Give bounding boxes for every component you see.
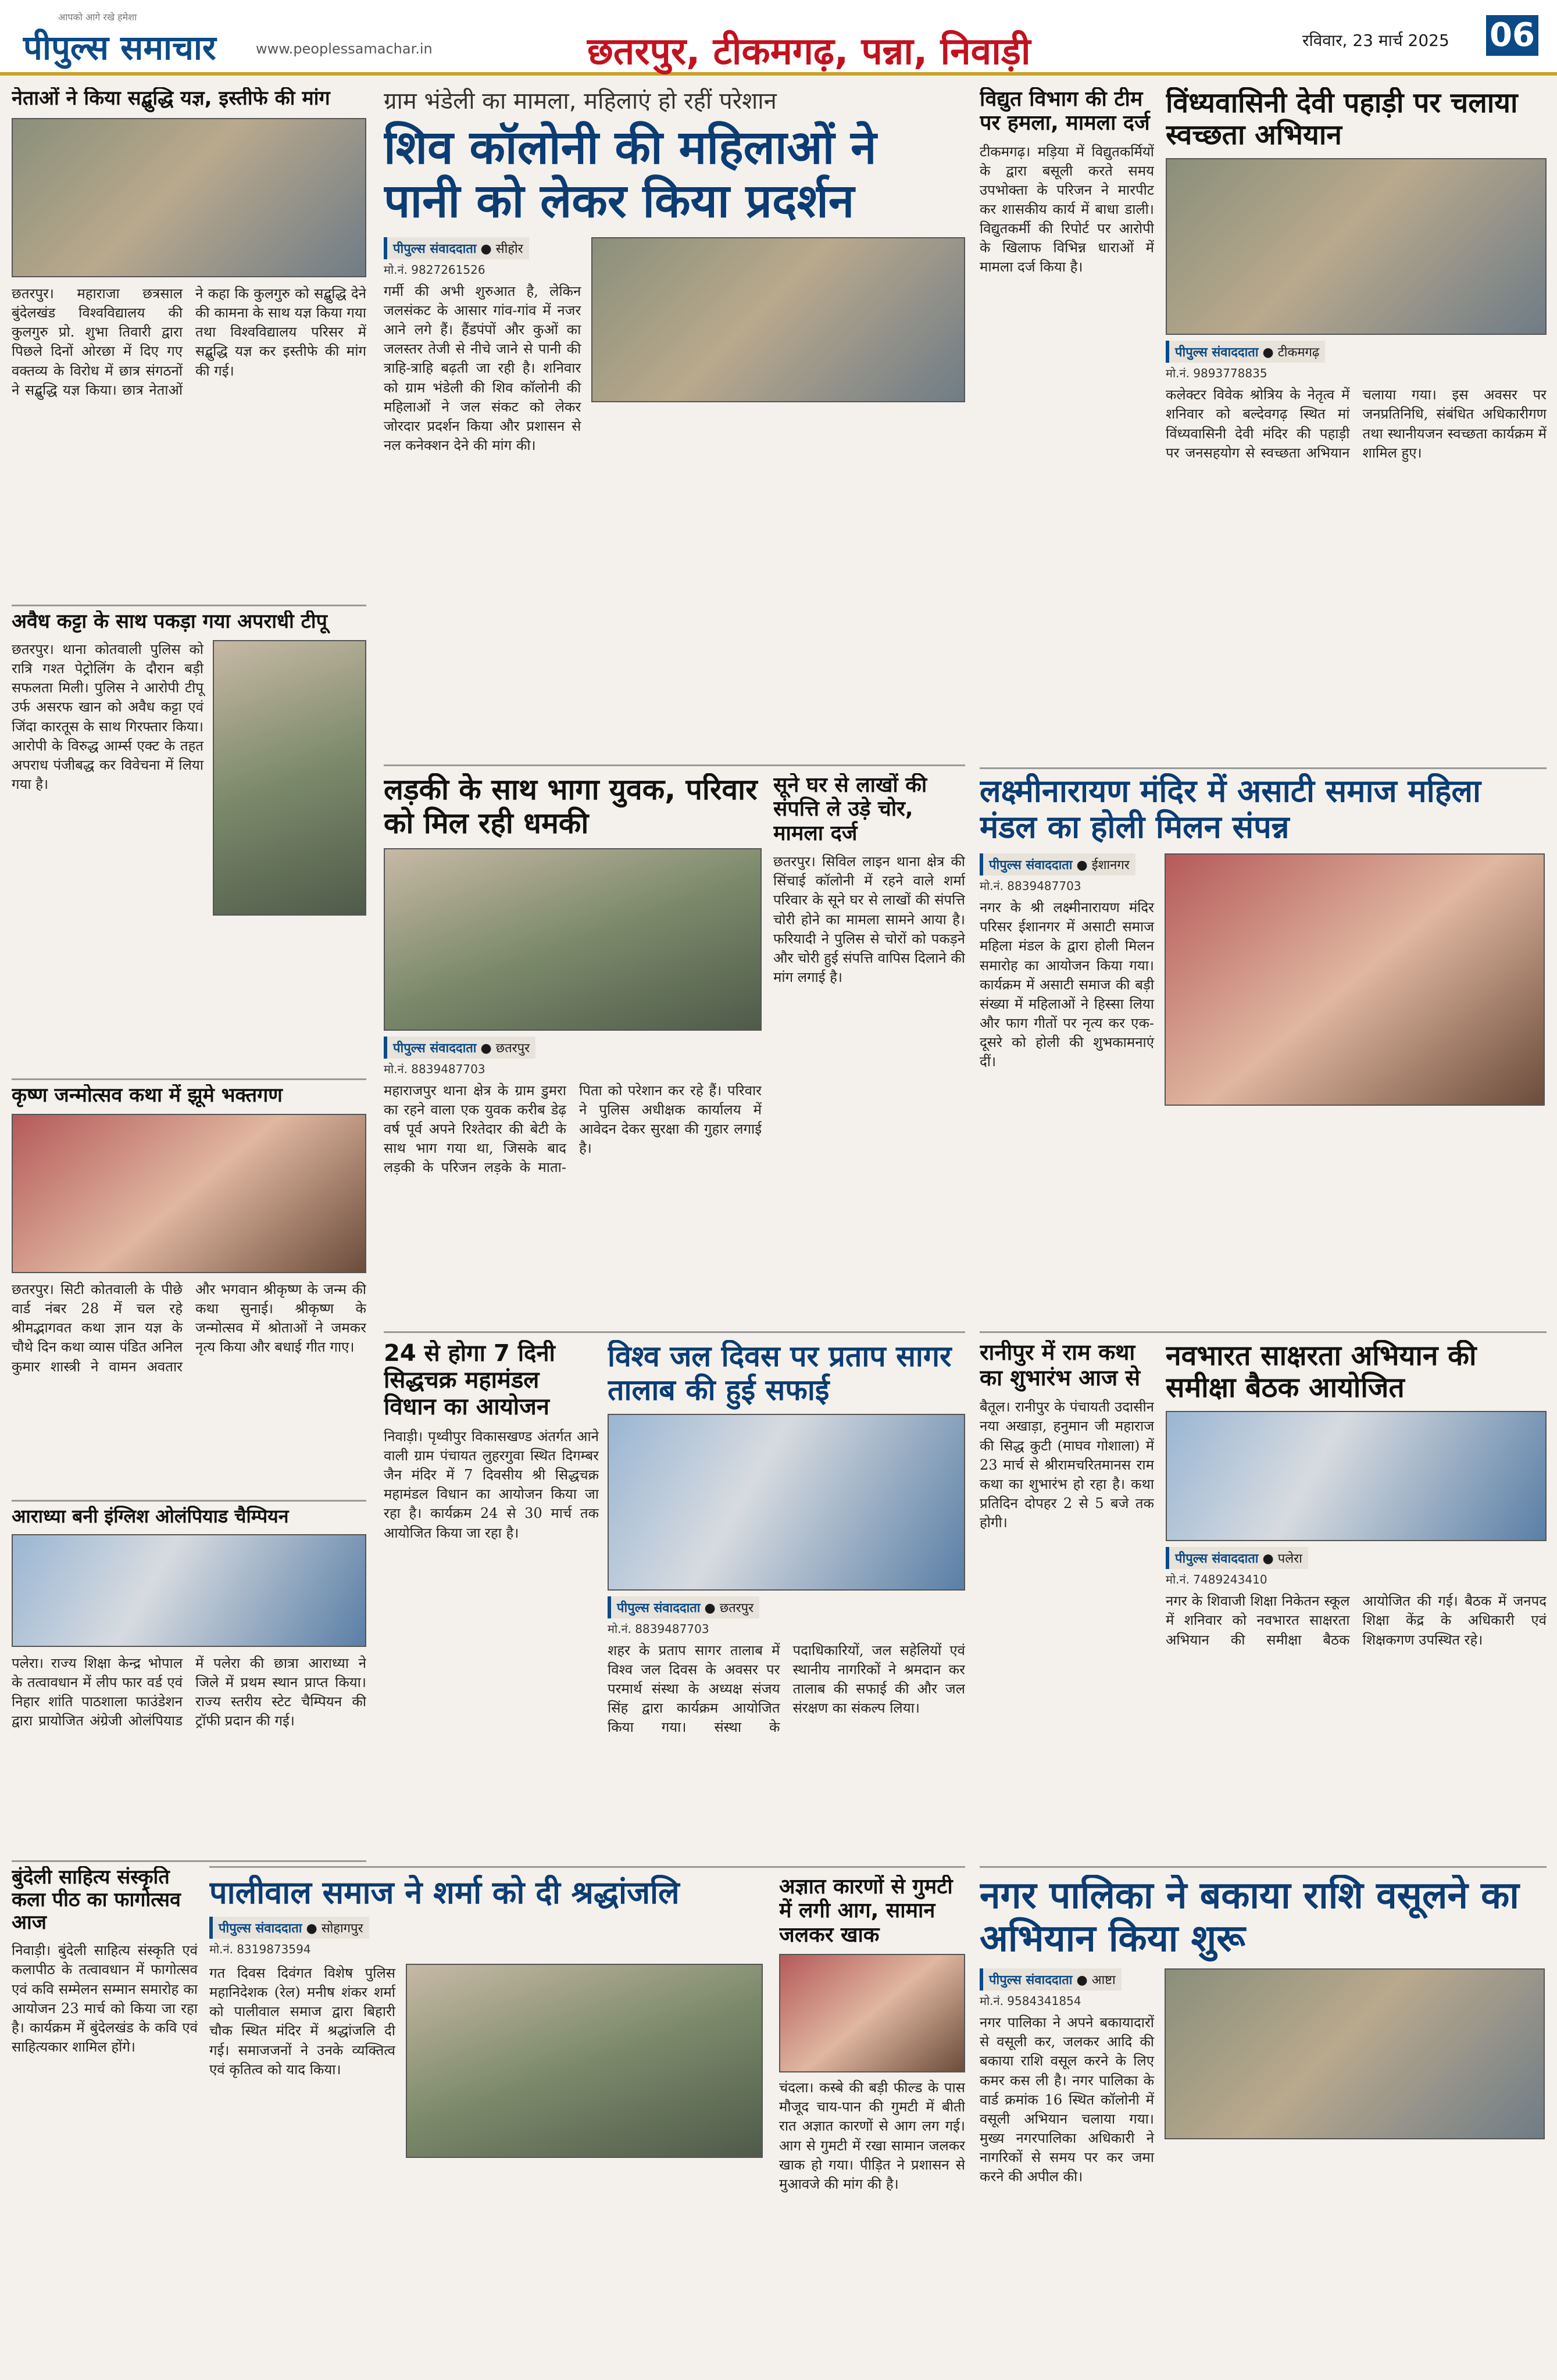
divider (384, 1331, 965, 1333)
byline-place: आष्टा (1091, 1973, 1116, 1988)
issue-date: रविवार, 23 मार्च 2025 (1302, 31, 1449, 50)
news-photo (779, 1954, 965, 2072)
story-fagotsav (12, 1866, 198, 2366)
story-fire (779, 1875, 965, 2369)
story-water-protest (384, 87, 965, 762)
byline-name: पीपुल्स संवाददाता (989, 1973, 1073, 1988)
story-eloped (384, 773, 762, 1325)
story-body: छतरपुर। थाना कोतवाली पुलिस को रात्रि गश्त पेट्रोलिंग के दौरान बड़ी सफलता मिली। पुलिस ने आरोपी टीपू उर्फ असरफ खान को अवैध कट्टा एवं जिंदा कारतूस के साथ गिरफ्तार किया। आरोपी के विरुद्ध आर्म्स एक्ट के तहत अपराध पंजीबद्ध कर विवेचना में लिया गया है। (12, 641, 203, 792)
byline: पीपुल्स संवाददाता ● आष्टा (980, 1968, 1122, 1991)
reporter-mobile: मो.नं. 9584341854 (980, 1994, 1081, 2009)
story-body: शहर के प्रताप सागर तालाब में विश्व जल दिवस के अवसर पर परमार्थ संस्था के अध्यक्ष संजय सिंह द्वारा कार्यक्रम आयोजित किया गया। संस्था के पदाधिकारियों, जल सहेलियों एवं स्थानीय नागरिकों ने श्रमदान कर तालाब की सफाई की और जल संरक्षण का संकल्प लिया। (608, 1642, 965, 1736)
reporter-mobile: मो.नं. 9893778835 (1166, 366, 1267, 381)
headline: विश्व जल दिवस पर प्रताप सागर तालाब की हुई सफाई (608, 1340, 952, 1407)
byline: पीपुल्स संवाददाता ● छतरपुर (608, 1596, 759, 1618)
story-cleanliness (1166, 87, 1547, 599)
story-body: छतरपुर। सिविल लाइन थाना क्षेत्र की सिंचाई कॉलोनी में रहने वाले शर्मा परिवार के सूने घर से लाखों की संपत्ति चोरी होने का मामला सामने आया है। फरियादी ने पुलिस से चोरों को पकड़ने और चोरी हुई संपत्ति वापिस दिलाने की मांग लगाई है। (773, 853, 965, 985)
byline-name: पीपुल्स संवाददाता (393, 1041, 477, 1056)
story-water-day (608, 1340, 965, 1863)
byline-place: छतरपुर (719, 1601, 754, 1616)
headline: रानीपुर में राम कथा का शुभारंभ आज से (980, 1340, 1141, 1391)
news-photo (12, 1114, 366, 1273)
byline-place: ईशानगर (1091, 858, 1130, 873)
headline: कृष्ण जन्मोत्सव कथा में झूमे भक्तगण (12, 1084, 283, 1107)
section-title: छतरपुर, टीकमगढ़, पन्ना, निवाड़ी (587, 30, 1031, 73)
kicker: ग्राम भंडेली का मामला, महिलाएं हो रहीं परेशान (384, 88, 777, 115)
byline: पीपुल्स संवाददाता ● सीहोर (384, 237, 529, 259)
story-body: नगर के शिवाजी शिक्षा निकेतन स्कूल में शनिवार को नवभारत साक्षरता अभियान की समीक्षा बैठक आयोजित की गई। बैठक में जनपद शिक्षा केंद्र के अधिकारी एवं शिक्षकगण उपस्थित रहे। (1166, 1593, 1547, 1648)
story-body: निवाड़ी। पृथ्वीपुर विकासखण्ड अंतर्गत आने वाली ग्राम पंचायत लुहरगुवा स्थित दिगम्बर जैन मंदिर में 7 दिवसीय श्री सिद्धचक्र महामंडल विधान का आयोजन किया जा रहा है। कार्यक्रम 24 से 30 मार्च तक आयोजित किया जा रहा है। (384, 1428, 599, 1541)
story-literacy (1166, 1340, 1547, 1863)
news-photo (12, 1534, 366, 1647)
story-body: छतरपुर। सिटी कोतवाली के पीछे वार्ड नंबर 28 में चल रहे श्रीमद्भागवत कथा ज्ञान यज्ञ के चौथे दिन कथा व्यास पंडित अनिल कुमार शास्त्री ने वामन अवतार और भगवान श्रीकृष्ण के जन्म की कथा सुनाई। श्रीकृष्ण के जन्मोत्सव में श्रोताओं ने जमकर नृत्य किया और बधाई गीत गाए। (12, 1281, 366, 1375)
logo-text: पीपुल्स समाचार (23, 28, 216, 67)
story-arrest (12, 610, 366, 1064)
byline: पीपुल्स संवाददाता ● टीकमगढ़ (1166, 341, 1325, 363)
headline: सूने घर से लाखों की संपत्ति ले उड़े चोर, मामला दर्ज (773, 773, 927, 845)
news-photo (213, 640, 366, 916)
story-vidhan (384, 1340, 599, 1863)
headline: नवभारत साक्षरता अभियान की समीक्षा बैठक आयोजित (1166, 1340, 1477, 1405)
byline: पीपुल्स संवाददाता ● छतरपुर (384, 1037, 535, 1059)
story-ramkatha (980, 1340, 1154, 1863)
reporter-mobile: मो.नं. 7489243410 (1166, 1573, 1267, 1587)
divider (209, 1866, 965, 1868)
website-url: www.peoplessamachar.in (256, 41, 433, 57)
byline-name: पीपुल्स संवाददाता (393, 242, 477, 256)
byline: पीपुल्स संवाददाता ● सोहागपुर (209, 1917, 369, 1939)
logo-tagline: आपको आगे रखे हमेशा (58, 12, 137, 23)
headline: लक्ष्मीनारायण मंदिर में असाटी समाज महिला मंडल का होली मिलन संपन्न (980, 773, 1481, 846)
byline-name: पीपुल्स संवाददाता (989, 858, 1073, 873)
divider (980, 767, 1547, 769)
story-body: पलेरा। राज्य शिक्षा केन्द्र भोपाल के तत्वावधान में लीप फार वर्ड एवं निहार शांति पाठशाला फाउंडेशन द्वारा प्रायोजित अंग्रेजी ओलंपियाड में पलेरा की छात्रा आराध्या ने जिले में प्रथम स्थान प्राप्त किया। राज्य स्तरीय स्टेट चैम्पियन की ट्रॉफी प्रदान की गई। (12, 1654, 366, 1729)
headline: नेताओं ने किया सद्बुद्धि यज्ञ, इस्तीफे की मांग (12, 87, 330, 110)
headline: विद्युत विभाग की टीम पर हमला, मामला दर्ज (980, 87, 1150, 135)
story-theft (773, 773, 965, 1325)
byline-place: सीहोर (495, 242, 523, 256)
headline: नगर पालिका ने बकाया राशि वसूलने का अभियान किया शुरू (980, 1875, 1519, 1960)
story-body: बैतूल। रानीपुर के पंचायती उदासीन नया अखाड़ा, हनुमान जी महाराज की सिद्ध कुटी (माघव गोशाला) में 23 मार्च से श्रीरामचरितमानस राम कथा का शुभारंभ हो रहा है। कथा प्रतिदिन दोपहर 2 से 5 बजे तक होगी। (980, 1399, 1154, 1531)
reporter-mobile: मो.नं. 8839487703 (384, 1062, 485, 1076)
divider (12, 1860, 366, 1862)
byline-place: सोहागपुर (321, 1921, 363, 1936)
headline: 24 से होगा 7 दिनी सिद्धचक्र महामंडल विधान का आयोजन (384, 1340, 555, 1420)
headline: पालीवाल समाज ने शर्मा को दी श्रद्धांजलि (209, 1875, 680, 1911)
news-photo (1166, 1411, 1547, 1541)
byline-place: छतरपुर (495, 1041, 530, 1056)
headline: विंध्यवासिनी देवी पहाड़ी पर चलाया स्वच्छता अभियान (1166, 87, 1518, 152)
story-paliwal (209, 1875, 767, 2369)
headline: अवैध कट्टा के साथ पकड़ा गया अपराधी टीपू (12, 610, 327, 633)
byline-name: पीपुल्स संवाददाता (219, 1921, 302, 1936)
headline: लड़की के साथ भागा युवक, परिवार को मिल रही धमकी (384, 773, 758, 840)
reporter-mobile: मो.नं. 8319873594 (209, 1942, 311, 1957)
reporter-mobile: मो.नं. 9827261526 (384, 263, 485, 277)
headline: शिव कॉलोनी की महिलाओं ने पानी को लेकर किया प्रदर्शन (384, 120, 877, 228)
story-tax-recovery (980, 1875, 1547, 2369)
reporter-mobile: मो.नं. 8839487703 (608, 1622, 709, 1636)
story-body: गर्मी की अभी शुरुआत है, लेकिन जलसंकट के आसार गांव-गांव में नजर आने लगे हैं। हैंडपंपों और कुओं का जलस्तर तेजी से नीचे जाने से पानी की त्राहि-त्राहि बढ़ती जा रही है। शनिवार को ग्राम भंडेली की शिव कॉलोनी की महिलाओं ने जल संकट को लेकर जोरदार प्रदर्शन किया और प्रशासन से नल कनेक्शन देने की मांग की। (384, 283, 581, 453)
byline-place: टीकमगढ़ (1277, 345, 1320, 360)
news-photo (384, 848, 762, 1031)
story-body: नगर के श्री लक्ष्मीनारायण मंदिर परिसर ईशानगर में असाटी समाज महिला मंडल के द्वारा होली मिलन समारोह का आयोजन किया गया। कार्यक्रम में असाटी समाज की बड़ी संख्या में महिलाओं ने हिस्सा लिया और फाग गीतों पर नृत्य कर एक-दूसरे को होली की शुभकामनाएं दीं। (980, 899, 1154, 1070)
headline: बुंदेली साहित्य संस्कृति कला पीठ का फागोत्सव आज (12, 1866, 181, 1935)
story-body: छतरपुर। महाराजा छत्रसाल बुंदेलखंड विश्वविद्यालय की कुलगुरु प्रो. शुभा तिवारी द्वारा पिछले दिनों ओरछा में दिए गए वक्तव्य के विरोध में छात्र संगठनों ने सद्बुद्धि यज्ञ किया। छात्र नेताओं ने कहा कि कुलगुरु को सद्बुद्धि देने की कामना के साथ यज्ञ किया गया तथा विश्वविद्यालय परिसर में सद्बुद्धि यज्ञ कर इस्तीफे की मांग की गई। (12, 285, 366, 398)
news-photo (1166, 158, 1547, 335)
divider (12, 1500, 366, 1502)
divider (980, 1331, 1547, 1333)
byline: पीपुल्स संवाददाता ● ईशानगर (980, 853, 1135, 875)
story-body: गत दिवस दिवंगत विशेष पुलिस महानिदेशक (रेल) मनीष शंकर शर्मा को पालीवाल समाज द्वारा बिहारी चौक स्थित मंदिर में श्रद्धांजलि दी गई। समाजजनों ने उनके व्यक्तित्व एवं कृतित्व को याद किया। (209, 1965, 395, 2078)
headline: आराध्या बनी इंग्लिश ओलंपियाड चैम्पियन (12, 1506, 289, 1527)
byline: पीपुल्स संवाददाता ● पलेरा (1166, 1547, 1308, 1569)
story-body: चंदला। कस्बे की बड़ी फील्ड के पास मौजूद चाय-पान की गुमटी में बीती रात अज्ञात कारणों से आग लग गई। आग से गुमटी में रखा सामान जलकर खाक हो गया। पीड़ित ने प्रशासन से मुआवजे की मांग की है। (779, 2079, 965, 2192)
story-janmotsav (12, 1084, 366, 1503)
news-photo (1165, 1968, 1545, 2139)
byline-name: पीपुल्स संवाददाता (1175, 1552, 1259, 1567)
byline-place: पलेरा (1277, 1552, 1302, 1567)
divider (12, 605, 366, 606)
story-holi-milan (980, 773, 1547, 1325)
headline: अज्ञात कारणों से गुमटी में लगी आग, सामान जलकर खाक (779, 1875, 953, 1947)
divider (980, 1866, 1547, 1868)
divider (12, 1078, 366, 1080)
news-photo (591, 237, 965, 402)
story-body: महाराजपुर थाना क्षेत्र के ग्राम डुमरा का रहने वाला एक युवक करीब डेढ़ वर्ष पूर्व अपने रिश्तेदार की बेटी के साथ भाग गया था, जिसके बाद लड़की के परिजन लड़के के माता-पिता को परेशान कर रहे हैं। परिवार ने पुलिस अधीक्षक कार्यालय में आवेदन देकर सुरक्षा की गुहार लगाई है। (384, 1082, 762, 1176)
byline-name: पीपुल्स संवाददाता (1175, 345, 1259, 360)
reporter-mobile: मो.नं. 8839487703 (980, 879, 1081, 894)
news-photo (12, 118, 366, 277)
story-olympiad (12, 1506, 366, 1854)
divider (384, 764, 965, 766)
story-attack (980, 87, 1154, 599)
story-body: निवाड़ी। बुंदेली साहित्य संस्कृति एवं कलापीठ के तत्वावधान में फागोत्सव एवं कवि सम्मेलन सम्मान समारोह का आयोजन 23 मार्च को किया जा रहा है। कार्यक्रम में बुंदेलखंड के कवि एवं साहित्यकार शामिल होंगे। (12, 1942, 198, 2055)
story-body: टीकमगढ़। मड़िया में विद्युतकर्मियों के द्वारा बसूली करते समय उपभोक्ता के परिजन ने मारपीट कर शासकीय कार्य में बाधा डाली। विद्युतकर्मी की रिपोर्ट पर आरोपी के खिलाफ विभिन्न धाराओं में मामला दर्ज किया है। (980, 143, 1154, 276)
news-photo (1165, 853, 1545, 1106)
story-body: कलेक्टर विवेक श्रोत्रिय के नेतृत्व में शनिवार को बल्देवगढ़ स्थित मां विंध्यवासिनी देवी मंदिर की पहाड़ी पर जनसहयोग से स्वच्छता अभियान चलाया गया। इस अवसर पर जनप्रतिनिधि, संबंधित अधिकारीगण तथा स्थानीयजन स्वच्छता कार्यक्रम में शामिल हुए। (1166, 387, 1547, 461)
story-body: नगर पालिका ने अपने बकायादारों से वसूली कर, जलकर आदि की बकाया राशि वसूल करने के लिए कमर कस ली है। नगर पालिका के वार्ड क्रमांक 16 स्थित कॉलोनी में वसूली अभियान चलाया गया। मुख्य नगरपालिका अधिकारी ने नागरिकों से समय पर कर जमा करने की अपील की। (980, 2014, 1154, 2185)
news-photo (406, 1964, 763, 2158)
page-number: 06 (1486, 15, 1538, 56)
newspaper-logo (23, 10, 216, 69)
byline-name: पीपुल्स संवाददाता (617, 1601, 701, 1616)
news-photo (608, 1414, 965, 1591)
story-yagya (12, 87, 366, 599)
